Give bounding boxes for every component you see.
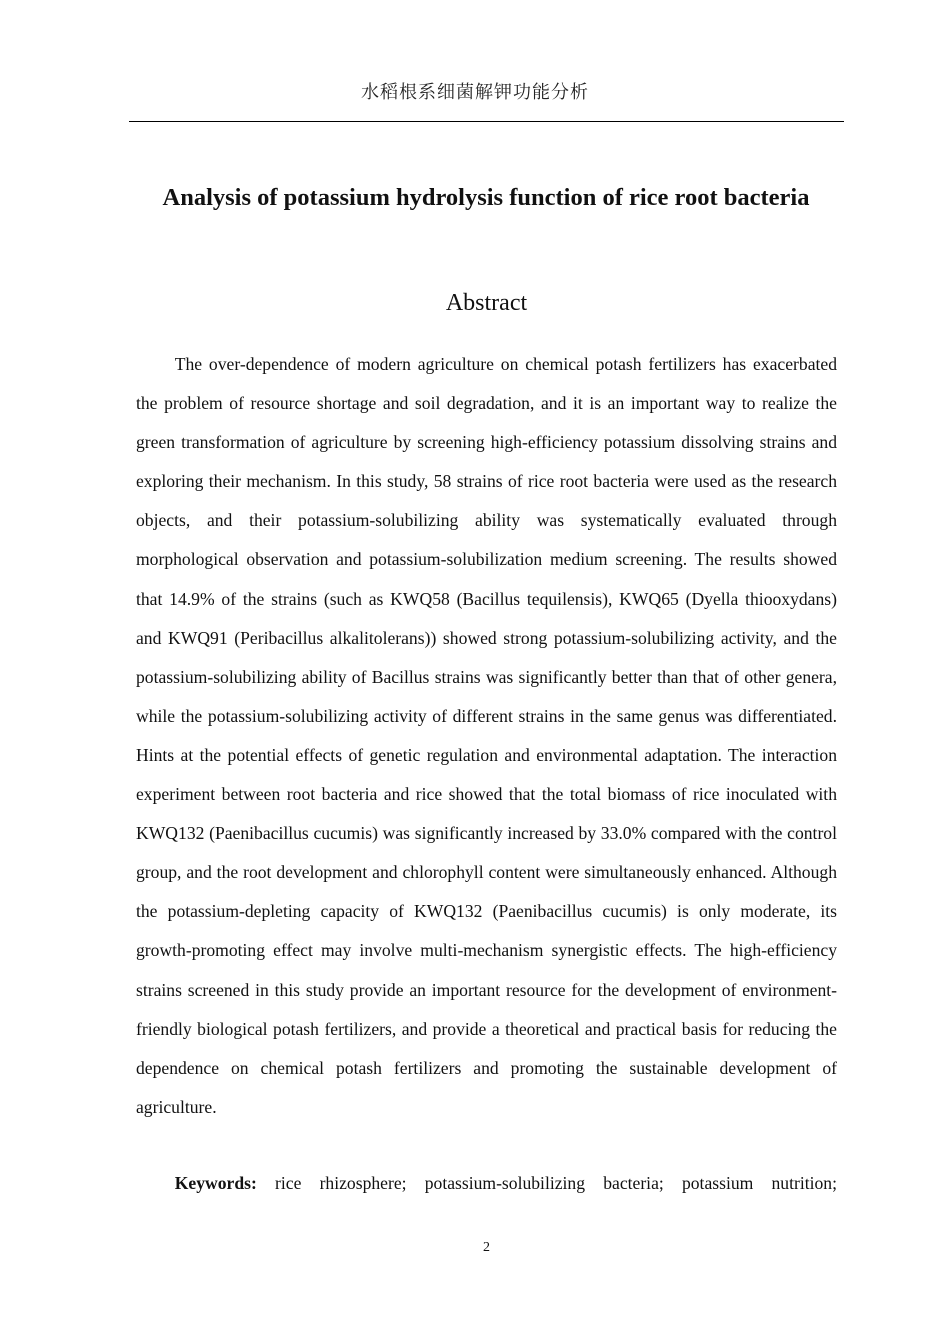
header-divider — [129, 121, 844, 122]
keywords-line — [136, 1164, 837, 1203]
keywords-label: Keywords: — [174, 1173, 257, 1193]
keywords-text: rice rhizosphere; potassium-solubilizing bacteria; potassium nutrition; — [275, 1173, 837, 1193]
abstract-heading: Abstract — [445, 290, 528, 316]
paper-title: Analysis of potassium hydrolysis function of rice root bacteria — [162, 184, 810, 211]
running-header: 水稻根系细菌解钾功能分析 — [361, 82, 589, 102]
page-number: 2 — [483, 1240, 490, 1255]
abstract-body: The over-dependence of modern agriculture on chemical potash fertilizers has exacerbated the problem of resource shortage and soil degradation, and it is an important way to realize the green transformation of agriculture by screening high-efficiency potassium dissolving strains and exploring their mechanism. In this study, 58 strains of rice root bacteria were used as the research objects, and their potassium-solubilizing ability was systematically evaluated through morphological observation and potassium-solubilization medium screening. The results showed that 14.9% of the strains (such as KWQ58 (Bacillus tequilensis), KWQ65 (Dyella thiooxydans) and KWQ91 (Peribacillus alkalitolerans)) showed strong potassium-solubilizing activity, and the potassium-solubilizing ability of Bacillus strains was significantly better than that of other genera, while the potassium-solubilizing activity of different strains in the same genus was differentiated. Hints at the potential effects of genetic regulation and environmental adaptation. The interaction experiment between root bacteria and rice showed that the total biomass of rice inoculated with KWQ132 (Paenibacillus cucumis) was significantly increased by 33.0% compared with the control group, and the root development and chlorophyll content were simultaneously enhanced. Although the potassium-depleting capacity of KWQ132 (Paenibacillus cucumis) is only moderate, its growth-promoting effect may involve multi-mechanism synergistic effects. The high-efficiency strains screened in this study provide an important resource for the development of environment-friendly biological potash fertilizers, and provide a theoretical and practical basis for reducing the dependence on chemical potash fertilizers and promoting the sustainable development of agriculture. — [136, 354, 837, 1117]
